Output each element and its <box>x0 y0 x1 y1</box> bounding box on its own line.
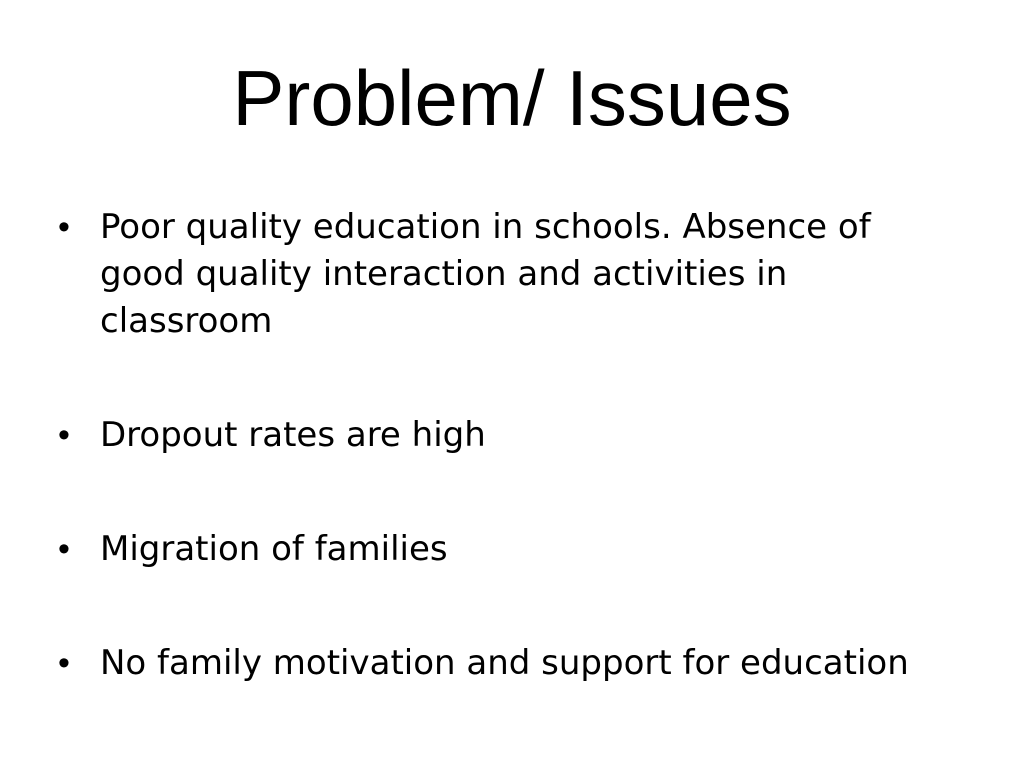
bullet-icon: • <box>58 644 70 682</box>
bullet-icon: • <box>58 416 70 454</box>
bullet-item <box>58 526 958 573</box>
bullet-icon: • <box>58 530 70 568</box>
slide-title: Problem/ Issues <box>232 54 792 142</box>
bullet-icon: • <box>58 208 70 246</box>
bullet-text: Poor quality education in schools. Absence of good quality interaction and activities in classroom <box>100 207 871 341</box>
bullet-item <box>58 640 958 687</box>
bullet-text: No family motivation and support for education <box>100 643 909 683</box>
bullet-item <box>58 204 958 345</box>
bullet-text: Migration of families <box>100 529 448 569</box>
bullet-list <box>58 204 958 687</box>
bullet-item <box>58 412 958 459</box>
bullet-text: Dropout rates are high <box>100 415 486 455</box>
